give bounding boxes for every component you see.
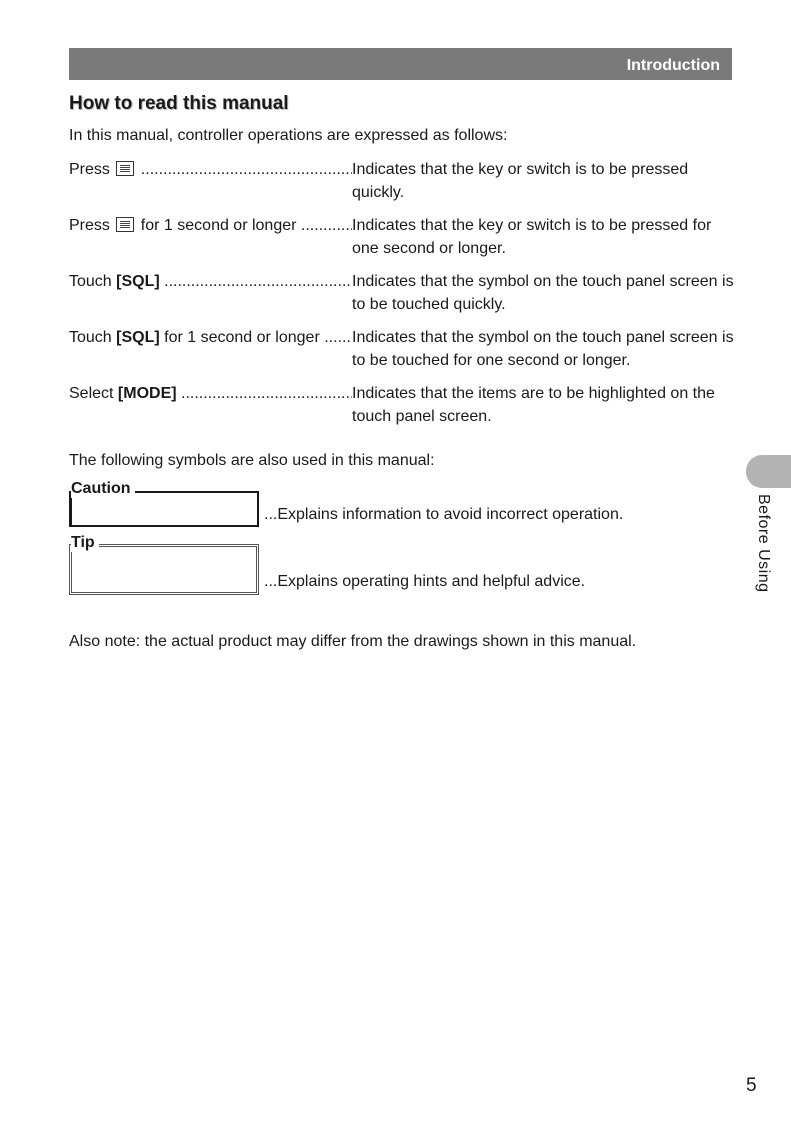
definition-term [69,158,352,181]
side-tab-label: Before Using [755,494,772,593]
intro-text: In this manual, controller operations are expressed as follows: [69,127,508,144]
term-prefix: Press [69,217,110,234]
page-title: How to read this manual [69,93,289,114]
definition-description: Indicates that the symbol on the touch panel screen is to be touched quickly. [352,273,734,313]
term-prefix: Touch [69,273,117,290]
caution-description: ...Explains information to avoid incorrect operation. [264,506,624,523]
section-header-bar [69,48,732,80]
definition-description: Indicates that the key or switch is to be pressed for one second or longer. [352,217,712,257]
side-tab [746,455,791,488]
disp-key-icon [116,161,134,176]
caution-label: Caution [71,480,135,498]
term-suffix: for 1 second or longer [159,329,320,346]
definition-term [69,214,352,237]
tip-description: ...Explains operating hints and helpful advice. [264,573,586,590]
term-symbol: [SQL] [116,273,160,290]
term-symbol: [SQL] [116,329,160,346]
term-prefix: Select [69,385,118,402]
footnote-text: Also note: the actual product may differ from the drawings shown in this manual. [69,633,637,650]
definition-term [69,382,352,405]
tip-label: Tip [71,534,99,552]
definition-description: Indicates that the symbol on the touch panel screen is to be touched for one second or longer. [352,329,734,369]
page-number: 5 [746,1075,757,1096]
symbols-intro-text: The following symbols are also used in this manual: [69,452,435,469]
disp-key-icon [116,217,134,232]
definition-description: Indicates that the key or switch is to be pressed quickly. [352,161,689,201]
definition-term [69,326,352,349]
term-suffix: for 1 second or longer [136,217,297,234]
term-prefix: Touch [69,329,117,346]
definition-description: Indicates that the items are to be highlighted on the touch panel screen. [352,385,715,425]
definition-term [69,270,352,293]
header-title: Introduction [626,57,720,74]
term-symbol: [MODE] [117,385,177,402]
term-prefix: Press [69,161,110,178]
